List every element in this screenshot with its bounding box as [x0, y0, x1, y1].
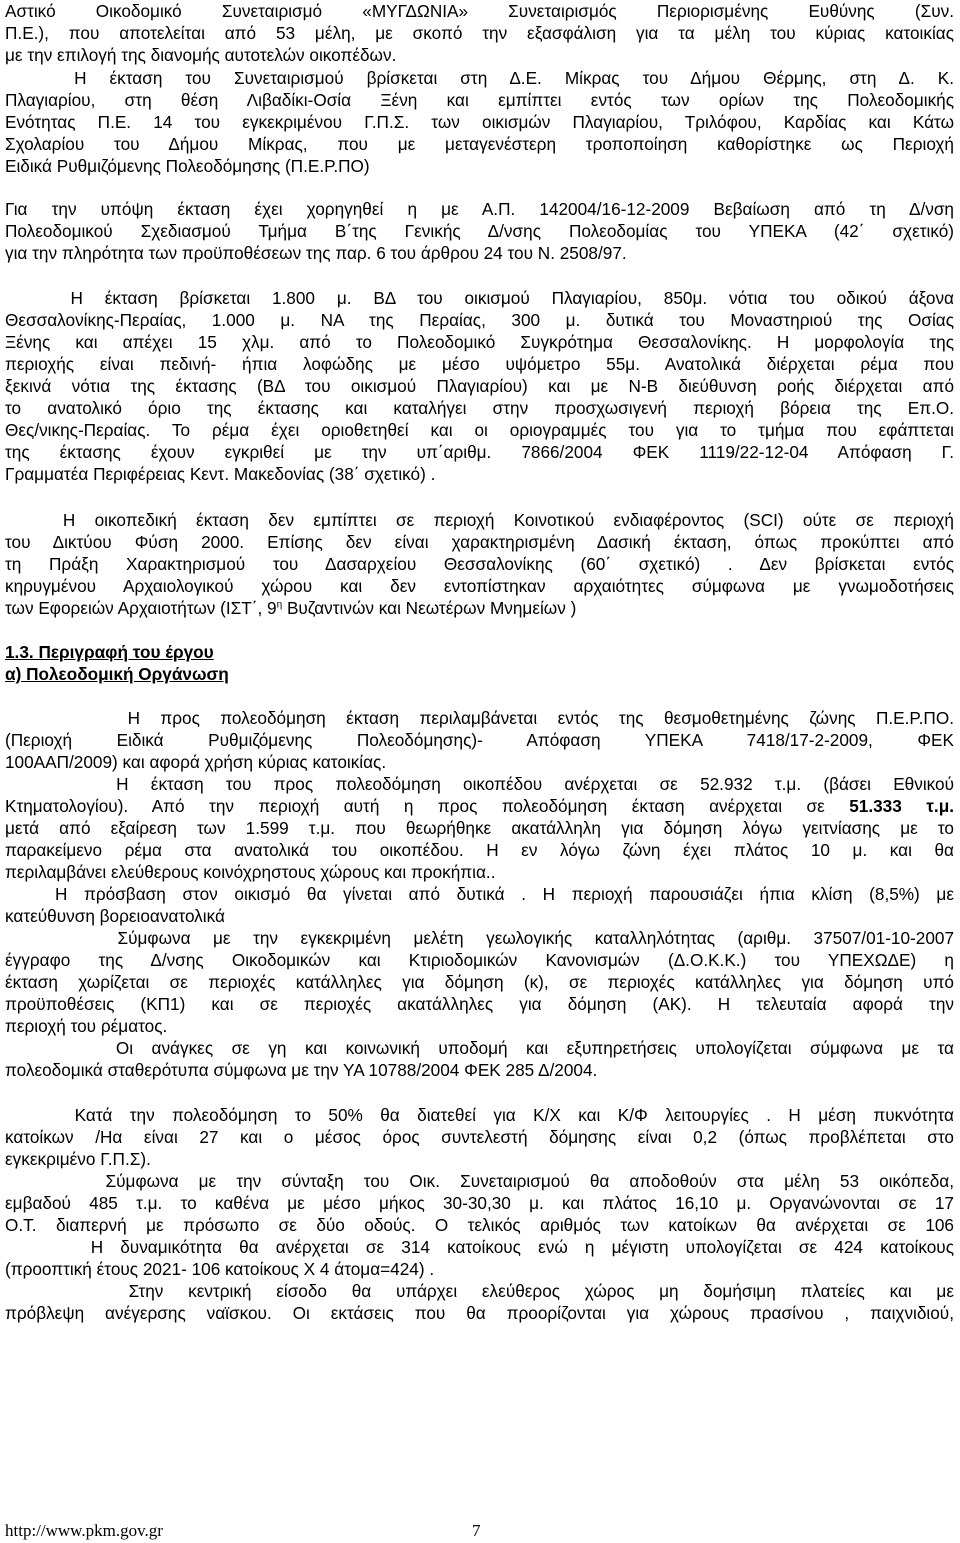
text-line — [5, 509, 954, 531]
line-text: πρόβλεψη ανέγερσης ναϊσκου. Οι εκτάσεις που θα προορίζονται για χώρους πρασίνου , παιχνιδιού, — [5, 1303, 954, 1323]
text-line — [5, 198, 954, 220]
line-text: 100ΑΑΠ/2009) και αφορά χρήση κύριας κατοικίας. — [5, 752, 387, 772]
footer-url[interactable]: http://www.pkm.gov.gr — [5, 1521, 163, 1540]
text-line — [5, 795, 954, 817]
text-line — [5, 751, 954, 773]
text-line — [5, 111, 954, 133]
line-text: του Δικτύου Φύση 2000. Επίσης δεν είναι χαρακτηρισμένη Δασική έκταση, όπως προκύπτει από — [5, 532, 954, 552]
text-line — [5, 861, 954, 883]
line-text: Η έκταση του προς πολεοδόμηση οικοπέδου ανέρχεται σε 52.932 τ.μ. (βάσει Εθνικού — [5, 774, 954, 794]
text-line — [5, 1059, 954, 1081]
text-line — [5, 839, 954, 861]
line-text: Θεσσαλονίκης-Περαίας, 1.000 μ. ΝΑ της Περαίας, 300 μ. δυτικά του Μοναστηριού της Οσίας — [5, 310, 954, 330]
text-line — [5, 905, 954, 927]
text-line — [5, 1192, 954, 1214]
line-text: Π.Ε.), που αποτελείται από 53 μέλη, με σκοπό την εξασφάλιση για τα μέλη του κύριας κατοικίας — [5, 23, 954, 43]
text-line — [5, 927, 954, 949]
text-line — [5, 729, 954, 751]
line-text: τη Πράξη Χαρακτηρισμού του Δασαρχείου Θεσσαλονίκης (60΄ σχετικό) . Δεν βρίσκεται εντός — [5, 554, 954, 574]
line-text: για την πληρότητα των προϋποθέσεων της παρ. 6 του άρθρου 24 του Ν. 2508/97. — [5, 243, 627, 263]
line-text: της έκτασης έχουν εγκριθεί με την υπ΄αριθμ. 7866/2004 ΦΕΚ 1119/22-12-04 Απόφαση Γ. — [5, 442, 954, 462]
text-line — [5, 0, 954, 22]
page-number: 7 — [472, 1521, 481, 1540]
line-text: κατοίκων /Ηα είναι 27 και ο μέσος όρος συντελεστή δόμησης είναι 0,2 (όπως προβλέπεται στο — [5, 1127, 954, 1147]
line-text: εγκεκριμένο Γ.Π.Σ). — [5, 1149, 151, 1169]
line-text: κατεύθυνση βορειοανατολικά — [5, 906, 225, 926]
text-line — [5, 353, 954, 375]
text-line — [5, 1170, 954, 1192]
line-text: Θες/νικης-Περαίας. Το ρέμα έχει οριοθετηθεί και οι οριογραμμές του για το τμήμα που εφάπτεται — [5, 420, 954, 440]
text-line — [5, 1037, 954, 1059]
text-line — [5, 463, 954, 485]
line-text: έγγραφο της Δ/νσης Οικοδομικών και Κτιριοδομικών Κανονισμών (Δ.Ο.Κ.Κ.) του ΥΠΕΧΩΔΕ) η — [5, 950, 954, 970]
line-text: Πολεοδομικού Σχεδιασμού Τμήμα Β΄της Γενικής Δ/νσης Πολεοδομίας του ΥΠΕΚΑ (42΄ σχετικό) — [5, 221, 954, 241]
text-line — [5, 883, 954, 905]
line-text: Οι ανάγκες σε γη και κοινωνική υποδομή και εξυπηρετήσεις υπολογίζεται σύμφωνα με τα — [5, 1038, 954, 1058]
line-text: Η πρόσβαση στον οικισμό θα γίνεται από δυτικά . Η περιοχή παρουσιάζει ήπια κλίση (8,5%) με — [5, 884, 954, 904]
text-line — [5, 1236, 954, 1258]
text-line — [5, 67, 954, 89]
line-text: Αστικό Οικοδομικό Συνεταιρισμό «ΜΥΓΔΩΝΙΑ» Συνεταιρισμός Περιορισμένης Ευθύνης (Συν. — [5, 1, 954, 21]
text-line — [5, 817, 954, 839]
text-line — [5, 309, 954, 331]
text-line — [5, 375, 954, 397]
text-line — [5, 1015, 954, 1037]
superscript: η — [276, 599, 283, 611]
line-text: Κατά την πολεοδόμηση το 50% θα διατεθεί για Κ/Χ και Κ/Φ λειτουργίες . Η μέση πυκνότητα — [5, 1105, 954, 1125]
line-text: περιοχή του ρέματος. — [5, 1016, 168, 1036]
line-text: κηρυγμένου Αρχαιολογικού χώρου και δεν εντοπίστηκαν αρχαιότητες σύμφωνα με γνωμοδοτήσεις — [5, 576, 954, 596]
line-text: Η προς πολεοδόμηση έκταση περιλαμβάνεται εντός της θεσμοθετημένης ζώνης Π.Ε.Ρ.ΠΟ. — [5, 708, 954, 728]
text-line — [5, 773, 954, 795]
text-line — [5, 331, 954, 353]
text-line — [5, 1280, 954, 1302]
line-text: παρακείμενο ρέμα στα ανατολικά του οικοπέδου. Η εν λόγω ζώνη έχει πλάτος 10 μ. και θα — [5, 840, 954, 860]
text-line — [5, 1214, 954, 1236]
line-text: 1.3. Περιγραφή του έργου — [5, 642, 214, 662]
text-line — [5, 1104, 954, 1126]
line-text: προϋποθέσεις (ΚΠ1) και σε περιοχές ακατάλληλες για δόμηση (ΑΚ). Η τελευταία αφορά την — [5, 994, 954, 1014]
line-text: Σχολαρίου του Δήμου Μίκρας, που με μεταγενέστερη τροποποίηση καθορίστηκε ως Περιοχή — [5, 134, 954, 154]
line-text: Η οικοπεδική έκταση δεν εμπίπτει σε περιοχή Κοινοτικού ενδιαφέροντος (SCI) ούτε σε περιοχή — [5, 510, 954, 530]
text-line — [5, 220, 954, 242]
line-text: Σύμφωνα με την σύνταξη του Οικ. Συνεταιρισμού θα αποδοθούν στα μέλη 53 οικόπεδα, — [5, 1171, 954, 1191]
text-line — [5, 1148, 954, 1170]
line-text: εμβαδού 485 τ.μ. το καθένα με μέσο μήκος 30-30,30 μ. και πλάτος 16,10 μ. Οργανώνονται σε 17 — [5, 1193, 954, 1213]
text-line — [5, 22, 954, 44]
text-line — [5, 641, 954, 663]
line-text: το ανατολικό όριο της έκτασης και καταλήγει στην προσχωσιγενή περιοχή βόρεια της Επ.Ο. — [5, 398, 954, 418]
text-line — [5, 575, 954, 597]
text-line — [5, 397, 954, 419]
line-text: Κτηματολογίου). Από την περιοχή αυτή η προς πολεοδόμηση έκταση ανέρχεται σε — [5, 796, 850, 816]
line-text: Ξένης και απέχει 15 χλμ. από το Πολεοδομικό Συγκρότημα Θεσσαλονίκης. Η μορφολογία της — [5, 332, 954, 352]
text-line — [5, 441, 954, 463]
text-line — [5, 531, 954, 553]
text-line — [5, 597, 954, 619]
line-text: Ο.Τ. διαπερνή με πρόσωπο σε δύο οδούς. Ο τελικός αριθμός των κατοίκων θα ανέρχεται σε 106 — [5, 1215, 954, 1235]
line-text: Στην κεντρική είσοδο θα υπάρχει ελεύθερος χώρος μη δομήσιμη πλατείες και με — [5, 1281, 954, 1301]
line-text: πολεοδομικά σταθερότυπα σύμφωνα με την ΥΑ 10788/2004 ΦΕΚ 285 Δ/2004. — [5, 1060, 598, 1080]
text-line — [5, 44, 954, 66]
text-line — [5, 663, 954, 685]
line-text: με την επιλογή της διανομής αυτοτελών οικοπέδων. — [5, 45, 397, 65]
text-line — [5, 707, 954, 729]
line-text: Πλαγιαρίου, στη θέση Λιβαδίκι-Οσία Ξένη και εμπίπτει εντός των ορίων της Πολεοδομικής — [5, 90, 954, 110]
text-line — [5, 993, 954, 1015]
line-text: περιοχής είναι πεδινή- ήπια λοφώδης με μέσο υψόμετρο 55μ. Ανατολικά διέρχεται ρέμα που — [5, 354, 954, 374]
text-line — [5, 242, 954, 264]
line-text: (προοπτική έτους 2021- 106 κατοίκους Χ 4 άτομα=424) . — [5, 1259, 435, 1279]
line-text: περιλαμβάνει ελεύθερους κοινόχρηστους χώρους και προκήπια.. — [5, 862, 496, 882]
line-text: ξεκινά νότια της έκτασης (ΒΔ του οικισμού Πλαγιαρίου) και με Ν-Β διεύθυνση ροής διέρχεται από — [5, 376, 954, 396]
text-line — [5, 419, 954, 441]
line-text: (Περιοχή Ειδικά Ρυθμιζόμενης Πολεοδόμησης)- Απόφαση ΥΠΕΚΑ 7418/17-2-2009, ΦΕΚ — [5, 730, 954, 750]
text-line — [5, 971, 954, 993]
line-text: Ενότητας Π.Ε. 14 του εγκεκριμένου Γ.Π.Σ. των οικισμών Πλαγιαρίου, Τριλόφου, Καρδίας και Κάτω — [5, 112, 954, 132]
text-line — [5, 287, 954, 309]
text-line — [5, 133, 954, 155]
line-text: έκταση χωρίζεται σε περιοχές κατάλληλες για δόμηση (κ), σε περιοχές κατάλληλες για δόμηση υπό — [5, 972, 954, 992]
line-text: Γραμματέα Περιφέρειας Κεντ. Μακεδονίας (38΄ σχετικό) . — [5, 464, 436, 484]
text-line — [5, 155, 954, 177]
line-text-after: Βυζαντινών και Νεωτέρων Μνημείων ) — [282, 598, 577, 618]
text-line — [5, 1302, 954, 1324]
line-text: μετά από εξαίρεση των 1.599 τ.μ. που θεωρήθηκε ακατάλληλη για δόμηση λόγω γειτνίασης με το — [5, 818, 954, 838]
line-text: Σύμφωνα με την εγκεκριμένη μελέτη γεωλογικής καταλληλότητας (αριθμ. 37507/01-10-2007 — [5, 928, 954, 948]
line-text: α) Πολεοδομική Οργάνωση — [5, 664, 229, 684]
text-line — [5, 553, 954, 575]
line-text: Ειδικά Ρυθμιζόμενης Πολεοδόμησης (Π.Ε.Ρ.ΠΟ) — [5, 156, 370, 176]
line-text: Η έκταση του Συνεταιρισμού βρίσκεται στη Δ.Ε. Μίκρας του Δήμου Θέρμης, στη Δ. Κ. — [5, 68, 954, 88]
bold-figure: 51.333 τ.μ. — [849, 796, 954, 816]
text-line — [5, 1258, 954, 1280]
line-text: των Εφορειών Αρχαιοτήτων (ΙΣΤ΄, 9 — [5, 598, 277, 618]
line-text: Για την υπόψη έκταση έχει χορηγηθεί η με Α.Π. 142004/16-12-2009 Βεβαίωση από τη Δ/νση — [5, 199, 954, 219]
line-text: Η έκταση βρίσκεται 1.800 μ. ΒΔ του οικισμού Πλαγιαρίου, 850μ. νότια του οδικού άξονα — [5, 288, 954, 308]
text-line — [5, 949, 954, 971]
line-text: Η δυναμικότητα θα ανέρχεται σε 314 κατοίκους ενώ η μέγιστη υπολογίζεται σε 424 κατοίκους — [5, 1237, 954, 1257]
text-line — [5, 89, 954, 111]
text-line — [5, 1126, 954, 1148]
